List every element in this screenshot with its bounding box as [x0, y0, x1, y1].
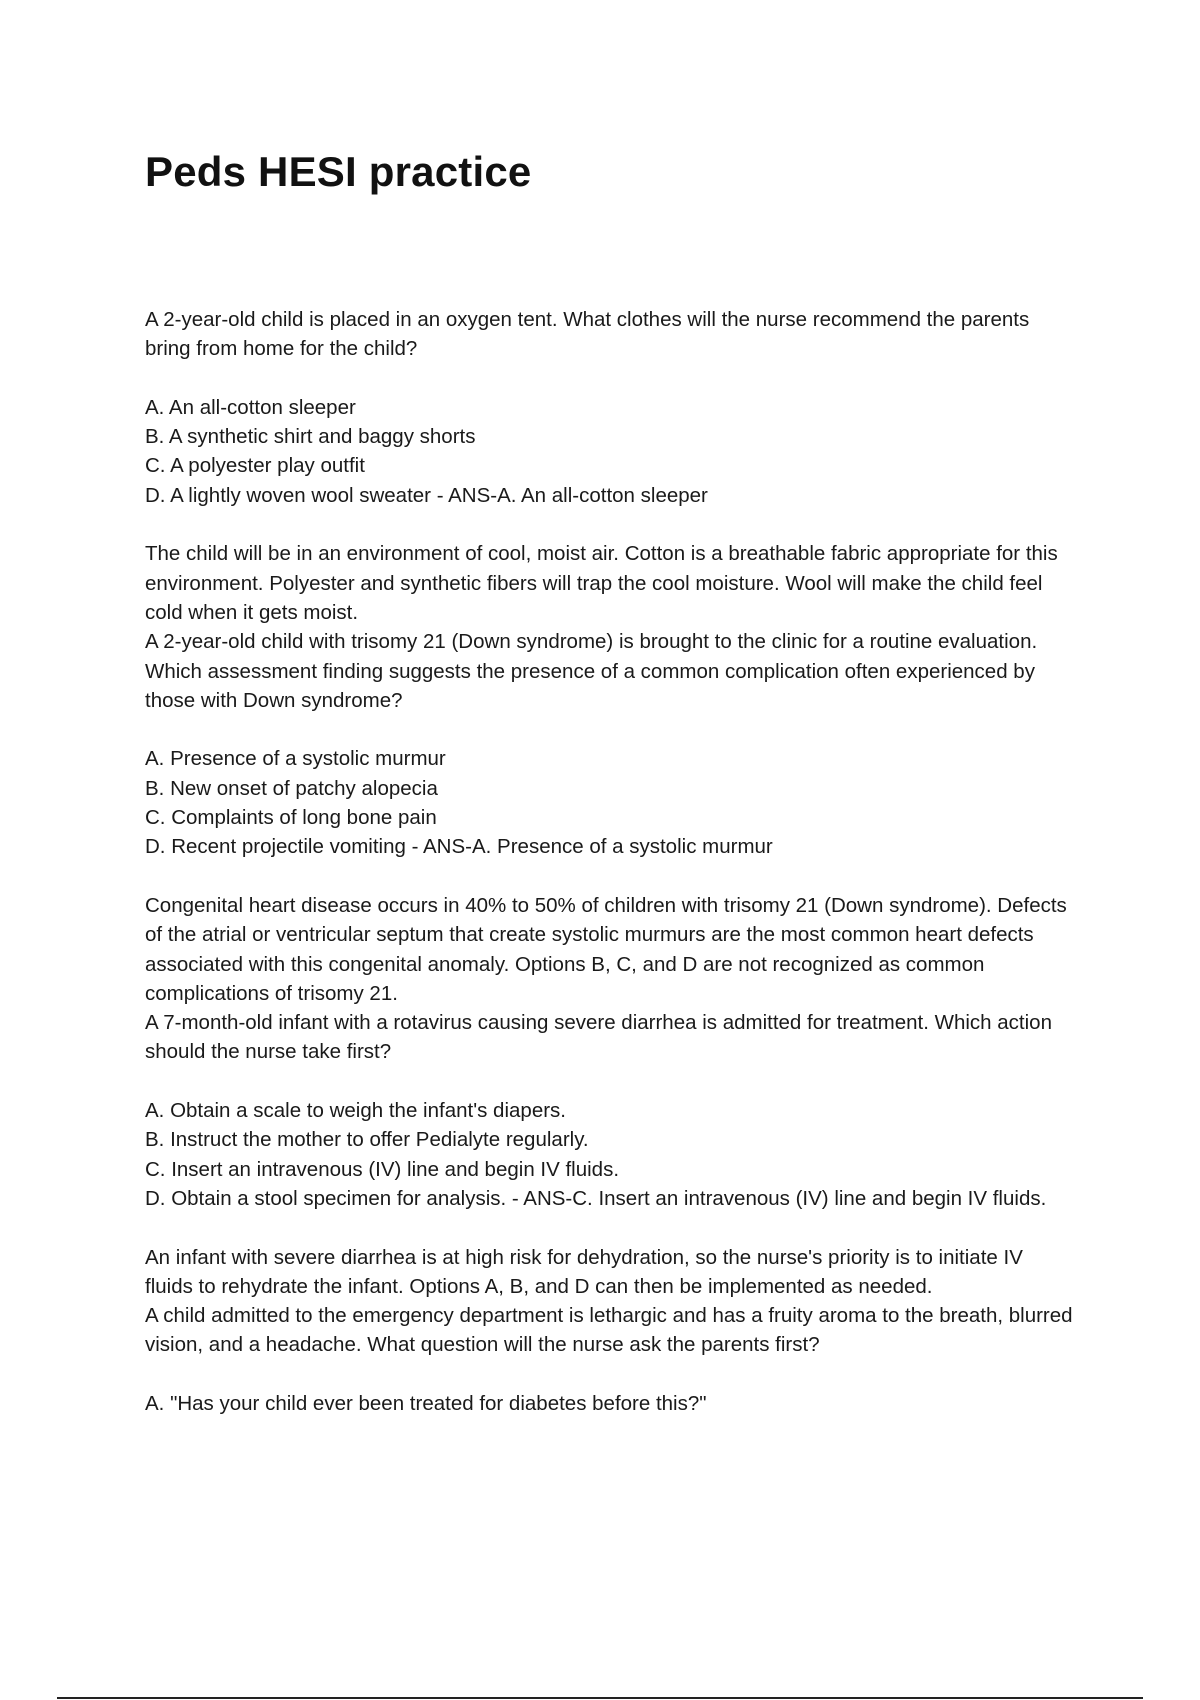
text-line: Congenital heart disease occurs in 40% to 50% of children with trisomy 21 (Down syndrome). Defects of the atrial or ventricular septum that create systolic murmurs are the most common heart defects associated with this congenital anomaly. Options B, C, and D are not recognized as common complications of trisomy 21. [145, 893, 1067, 1005]
text-line: D. Obtain a stool specimen for analysis. - ANS-C. Insert an intravenous (IV) line and begin IV fluids. [145, 1186, 1047, 1210]
text-line: C. Complaints of long bone pain [145, 806, 437, 830]
text-line: B. Instruct the mother to offer Pedialyte regularly. [145, 1128, 589, 1152]
paragraph-gap [145, 1360, 1075, 1389]
text-line: The child will be in an environment of cool, moist air. Cotton is a breathable fabric appropriate for this environment. Polyester and synthetic fibers will trap the cool moisture. Wool will make the child feel cold when it gets moist. [145, 542, 1058, 624]
paragraph-gap [145, 1213, 1075, 1242]
paragraph-gap [145, 510, 1075, 539]
document-body [145, 305, 1075, 1418]
text-line: D. Recent projectile vomiting - ANS-A. Presence of a systolic murmur [145, 835, 773, 859]
paragraph-gap [145, 1067, 1075, 1096]
paragraph-gap [145, 715, 1075, 744]
text-line: A child admitted to the emergency department is lethargic and has a fruity aroma to the breath, blurred vision, and a headache. What question will the nurse ask the parents first? [145, 1304, 1073, 1357]
text-line: A. "Has your child ever been treated for diabetes before this?" [145, 1391, 707, 1415]
text-line: A 2-year-old child is placed in an oxygen tent. What clothes will the nurse recommend the parents bring from home for the child? [145, 308, 1030, 361]
page-bottom-rule [57, 1697, 1143, 1699]
paragraph-gap [145, 862, 1075, 891]
text-line: D. A lightly woven wool sweater - ANS-A. An all-cotton sleeper [145, 483, 708, 507]
text-line: C. A polyester play outfit [145, 454, 365, 478]
text-line: A. Obtain a scale to weigh the infant's diapers. [145, 1099, 566, 1123]
text-line: B. A synthetic shirt and baggy shorts [145, 425, 476, 449]
text-line: A 7-month-old infant with a rotavirus causing severe diarrhea is admitted for treatment. Which action should the nurse take first? [145, 1011, 1052, 1064]
text-line: A. An all-cotton sleeper [145, 395, 356, 419]
text-line: A. Presence of a systolic murmur [145, 747, 446, 771]
paragraph-gap [145, 364, 1075, 393]
text-line: A 2-year-old child with trisomy 21 (Down syndrome) is brought to the clinic for a routine evaluation. Which assessment finding suggests the presence of a common complication often experienced by those with Down syndrome? [145, 630, 1038, 712]
document-title: Peds HESI practice [145, 148, 532, 195]
text-line: C. Insert an intravenous (IV) line and begin IV fluids. [145, 1157, 620, 1181]
text-line: B. New onset of patchy alopecia [145, 776, 438, 800]
text-line: An infant with severe diarrhea is at high risk for dehydration, so the nurse's priority is to initiate IV fluids to rehydrate the infant. Options A, B, and D can then be implemented as needed. [145, 1245, 1023, 1298]
